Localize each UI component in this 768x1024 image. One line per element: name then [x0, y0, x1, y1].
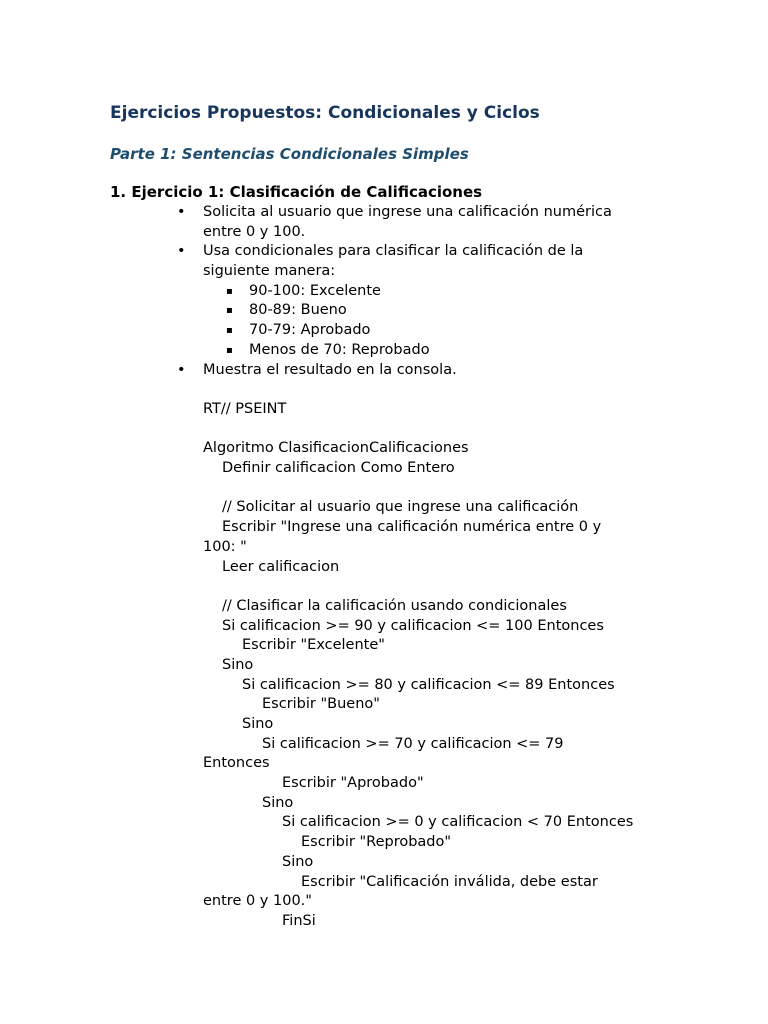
code-text: Escribir "Bueno" — [262, 696, 380, 713]
sub-bullet-item — [0, 282, 768, 302]
code-line — [0, 636, 768, 656]
code-text: Escribir "Reprobado" — [301, 834, 452, 851]
code-line — [0, 617, 768, 637]
square-bullet-icon: ▪ — [226, 325, 233, 337]
sub-bullet-item — [0, 321, 768, 341]
code-line — [0, 420, 768, 440]
code-text: Definir calificacion Como Entero — [222, 460, 455, 477]
code-text: Escribir "Ingrese una calificación numérica entre 0 y — [222, 519, 602, 536]
pseint-code-block — [0, 400, 768, 932]
bullet-continuation — [0, 262, 768, 282]
code-text: Escribir "Calificación inválida, debe estar — [301, 873, 598, 890]
code-line — [0, 400, 768, 420]
code-text: Escribir "Excelente" — [242, 637, 385, 654]
bullet-item — [0, 361, 768, 381]
code-line — [0, 873, 768, 893]
code-line — [0, 597, 768, 617]
bullet-icon: • — [177, 361, 186, 378]
document-title: Ejercicios Propuestos: Condicionales y Ciclos — [110, 103, 540, 123]
square-bullet-icon: ▪ — [226, 305, 233, 317]
code-line — [0, 676, 768, 696]
sub-bullet-item — [0, 301, 768, 321]
code-text: Escribir "Aprobado" — [282, 775, 424, 792]
bullet-icon: • — [177, 204, 186, 220]
sub-bullet-text: 90-100: Excelente — [249, 282, 381, 299]
code-line — [0, 833, 768, 853]
code-line — [0, 459, 768, 479]
code-text: Sino — [282, 853, 314, 870]
bullet-text: Usa condicionales para clasificar la calificación de la — [203, 243, 584, 260]
code-line — [0, 558, 768, 578]
code-text: Sino — [262, 794, 294, 811]
square-bullet-icon: ▪ — [226, 344, 233, 356]
code-text: Sino — [222, 656, 254, 673]
code-line — [0, 794, 768, 814]
code-text: FinSi — [282, 912, 316, 929]
bullet-continuation — [0, 223, 768, 243]
bullet-text: Solicita al usuario que ingrese una calificación numérica — [203, 204, 612, 220]
code-text: Si calificacion >= 90 y calificacion <= 100 Entonces — [222, 617, 604, 634]
bullet-item — [0, 242, 768, 262]
code-line — [0, 479, 768, 499]
code-line — [0, 538, 768, 558]
code-line — [0, 498, 768, 518]
square-bullet-icon: ▪ — [226, 285, 233, 297]
code-line — [0, 754, 768, 774]
code-text: Sino — [242, 716, 274, 732]
sub-bullet-text: Menos de 70: Reprobado — [249, 341, 430, 358]
code-line — [0, 439, 768, 459]
bullet-icon: • — [177, 243, 186, 260]
sub-bullet-text: 80-89: Bueno — [249, 302, 347, 319]
code-line — [0, 735, 768, 755]
code-line — [0, 656, 768, 676]
exercise-heading: 1. Ejercicio 1: Clasificación de Calificaciones — [110, 183, 483, 201]
code-line — [0, 695, 768, 715]
bullet-item — [0, 203, 768, 223]
code-line — [0, 813, 768, 833]
code-text: Algoritmo ClasificacionCalificaciones — [203, 440, 469, 457]
code-text: Si calificacion >= 70 y calificacion <= 79 — [262, 735, 564, 752]
code-text: 100: " — [203, 538, 247, 555]
section-title: Parte 1: Sentencias Condicionales Simples — [110, 145, 469, 163]
bullet-text: siguiente manera: — [203, 263, 336, 280]
code-line — [0, 715, 768, 735]
sub-bullet-text: 70-79: Aprobado — [249, 322, 371, 339]
bullet-text: Muestra el resultado en la consola. — [203, 361, 457, 378]
exercise-bullet-list — [0, 203, 768, 380]
code-text: Si calificacion >= 80 y calificacion <= 89 Entonces — [242, 676, 615, 693]
code-line — [0, 774, 768, 794]
code-line — [0, 912, 768, 932]
code-text: Leer calificacion — [222, 558, 340, 575]
code-line — [0, 577, 768, 597]
sub-bullet-item — [0, 341, 768, 361]
bullet-text: entre 0 y 100. — [203, 223, 306, 240]
code-line — [0, 892, 768, 912]
code-text: RT// PSEINT — [203, 401, 287, 417]
code-text: Si calificacion >= 0 y calificacion < 70 Entonces — [282, 814, 634, 831]
code-text: // Clasificar la calificación usando condicionales — [222, 597, 567, 614]
code-line — [0, 853, 768, 873]
code-text: // Solicitar al usuario que ingrese una calificación — [222, 499, 579, 516]
code-text: Entonces — [203, 755, 270, 772]
code-line — [0, 518, 768, 538]
code-text: entre 0 y 100." — [203, 893, 312, 910]
